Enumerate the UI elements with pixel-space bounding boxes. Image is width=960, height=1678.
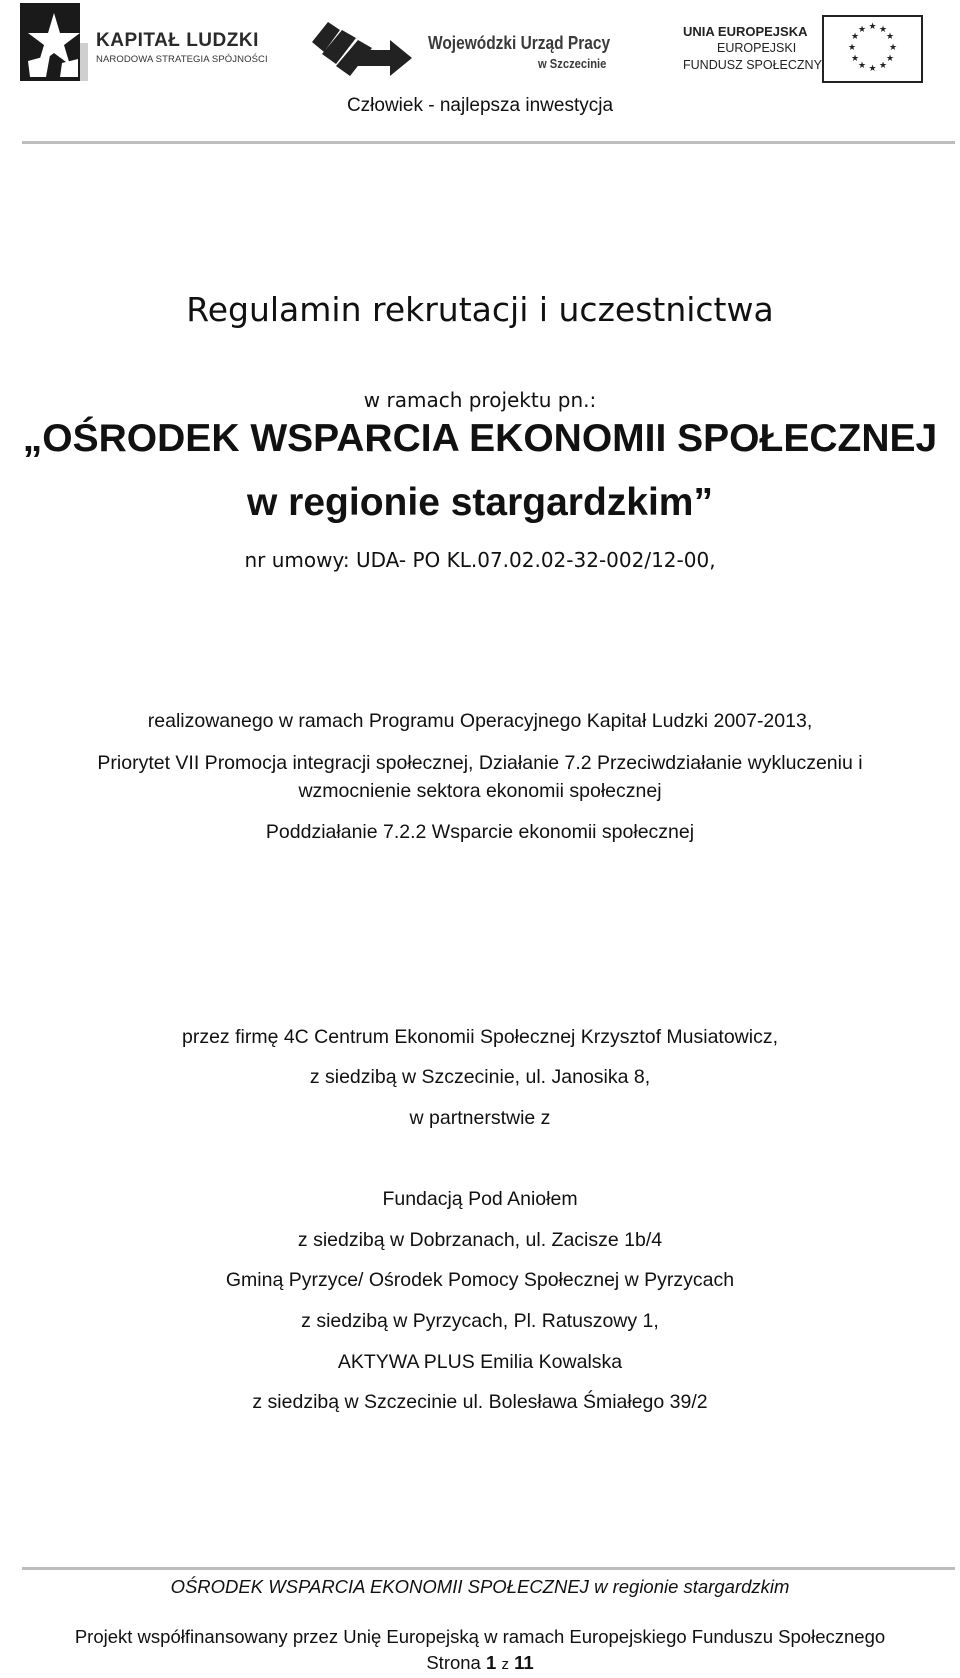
footer-divider bbox=[22, 1567, 955, 1570]
implementer-address: z siedzibą w Szczecinie, ul. Janosika 8, bbox=[309, 1066, 651, 1088]
framework-label: w ramach projektu pn.: bbox=[363, 388, 597, 412]
eu-flag-icon bbox=[822, 15, 923, 83]
page-label: Strona bbox=[426, 1652, 481, 1673]
page-current: 1 bbox=[486, 1652, 497, 1673]
svg-text:★: ★ bbox=[868, 22, 877, 32]
wup-title: Wojewódzki Urząd Pracy bbox=[428, 33, 611, 53]
partner-2-address: z siedzibą w Pyrzycach, Pl. Ratuszowy 1, bbox=[301, 1310, 659, 1332]
page-of: z bbox=[501, 1656, 509, 1673]
svg-text:★: ★ bbox=[847, 43, 857, 53]
svg-text:★: ★ bbox=[857, 25, 867, 35]
partner-1-address: z siedzibą w Dobrzanach, ul. Zacisze 1b/4 bbox=[297, 1229, 663, 1251]
svg-text:★: ★ bbox=[888, 43, 898, 53]
svg-text:★: ★ bbox=[850, 32, 860, 42]
header-motto: Człowiek - najlepsza inwestycja bbox=[346, 95, 614, 116]
ue-line1: UNIA EUROPEJSKA bbox=[683, 24, 808, 39]
footer-project-name: OŚRODEK WSPARCIA EKONOMII SPOŁECZNEJ w regionie stargardzkim bbox=[170, 1576, 790, 1597]
kapital-ludzki-subtitle: NARODOWA STRATEGIA SPÓJNOŚCI bbox=[96, 54, 268, 65]
partnership-label: w partnerstwie z bbox=[409, 1107, 551, 1129]
wup-arrows-icon bbox=[312, 20, 412, 80]
svg-text:★: ★ bbox=[878, 25, 888, 35]
svg-text:★: ★ bbox=[885, 54, 895, 64]
subaction-text: Poddziałanie 7.2.2 Wsparcie ekonomii społecznej bbox=[265, 821, 695, 843]
contract-number: nr umowy: UDA- PO KL.07.02.02-32-002/12-00, bbox=[244, 548, 716, 572]
svg-text:★: ★ bbox=[850, 54, 860, 64]
svg-text:★: ★ bbox=[885, 32, 895, 42]
partner-3-address: z siedzibą w Szczecinie ul. Bolesława Śmiałego 39/2 bbox=[252, 1391, 708, 1413]
ue-line2: EUROPEJSKI bbox=[717, 41, 797, 55]
page-number bbox=[0, 1652, 960, 1674]
page-total: 11 bbox=[514, 1652, 534, 1673]
svg-text:★: ★ bbox=[868, 64, 877, 74]
kapital-ludzki-emblem-icon bbox=[20, 3, 88, 83]
svg-text:★: ★ bbox=[857, 61, 867, 71]
partner-2-name: Gminą Pyrzyce/ Ośrodek Pomocy Społecznej w Pyrzycach bbox=[225, 1269, 735, 1291]
priority-line2: wzmocnienie sektora ekonomii społecznej bbox=[298, 780, 662, 802]
ue-line3: FUNDUSZ SPOŁECZNY bbox=[683, 58, 822, 72]
wup-subtitle: w Szczecinie bbox=[538, 56, 607, 71]
partner-1-name: Fundacją Pod Aniołem bbox=[382, 1188, 578, 1210]
eu-stars-icon bbox=[824, 17, 921, 81]
svg-text:★: ★ bbox=[878, 61, 888, 71]
priority-line1: Priorytet VII Promocja integracji społecznej, Działanie 7.2 Przeciwdziałanie wykluczeniu i bbox=[97, 752, 863, 774]
partner-3-name: AKTYWA PLUS Emilia Kowalska bbox=[337, 1351, 623, 1373]
programme-text: realizowanego w ramach Programu Operacyjnego Kapitał Ludzki 2007-2013, bbox=[147, 710, 813, 732]
project-name-line1: „OŚRODEK WSPARCIA EKONOMII SPOŁECZNEJ bbox=[22, 417, 938, 460]
kapital-ludzki-title: KAPITAŁ LUDZKI bbox=[96, 30, 259, 51]
project-name-line2: w regionie stargardzkim” bbox=[247, 481, 713, 524]
footer-cofinancing: Projekt współfinansowany przez Unię Europejską w ramach Europejskiego Funduszu Społecznego bbox=[74, 1626, 886, 1647]
document-title: Regulamin rekrutacji i uczestnictwa bbox=[186, 290, 774, 329]
implementer-text: przez firmę 4C Centrum Ekonomii Społecznej Krzysztof Musiatowicz, bbox=[181, 1026, 779, 1048]
header-divider bbox=[22, 141, 955, 144]
